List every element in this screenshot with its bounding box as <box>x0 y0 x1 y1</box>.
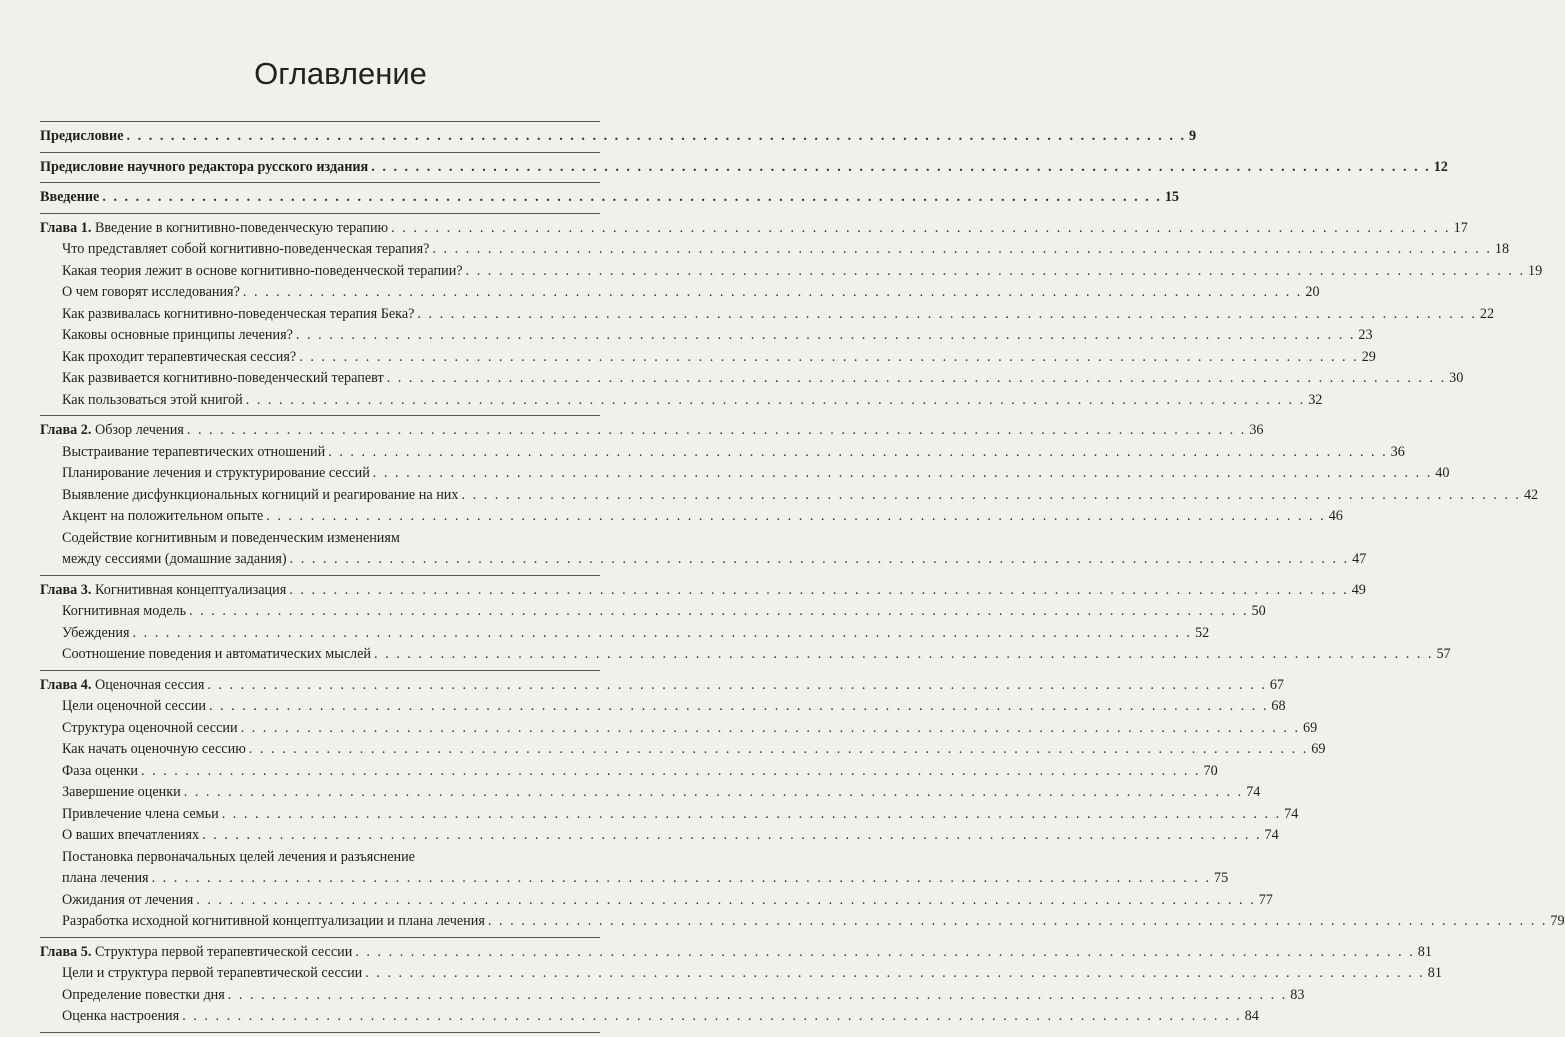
entry-title: Цели и структура первой терапевтической сессии <box>62 965 363 981</box>
chapter-entry <box>40 942 1432 964</box>
entry-title: Глава 1. Введение в когнитивно-поведенческую терапию <box>40 219 389 236</box>
table-of-contents <box>40 117 1565 1037</box>
toc-entry <box>40 911 1565 933</box>
chapter-label: Глава 4. <box>40 676 92 693</box>
toc-entry <box>40 368 1464 390</box>
page-number: 32 <box>1308 391 1323 408</box>
leader-dots <box>246 390 1305 412</box>
entry-title: Введение <box>40 189 100 205</box>
page-number: 19 <box>1528 262 1543 279</box>
entry-title: Как начать оценочную сессию <box>62 741 246 757</box>
leader-dots <box>209 696 1268 718</box>
toc-entry <box>40 485 1539 507</box>
leader-dots <box>488 911 1547 933</box>
entry-title-line: Постановка первоначальных целей лечения и разъяснение <box>62 848 415 865</box>
entry-title: О чем говорят исследования? <box>62 284 240 300</box>
toc-entry <box>40 239 1510 261</box>
toc-entry <box>40 261 1543 283</box>
entry-title: Определение повестки дня <box>62 986 225 1003</box>
leader-dots <box>133 623 1192 645</box>
leader-dots <box>127 126 1186 148</box>
toc-entry <box>40 985 1305 1007</box>
entry-title: О ваших впечатлениях <box>62 827 200 843</box>
leader-dots <box>387 368 1446 390</box>
page-number: 49 <box>1351 581 1366 598</box>
section-divider <box>40 670 600 671</box>
entry-title: Выстраивание терапевтических отношений <box>62 443 326 460</box>
leader-dots <box>182 1006 1241 1028</box>
toc-entry <box>40 696 1286 718</box>
entry-title: Фаза оценки <box>62 762 139 779</box>
leader-dots <box>243 282 1302 304</box>
entry-title: Глава 2. Обзор лечения <box>40 422 184 438</box>
chapter-label: Глава 5. <box>40 943 92 960</box>
page-number: 18 <box>1494 241 1510 257</box>
entry-title: Глава 5. Структура первой терапевтической сессии <box>40 943 353 960</box>
entry-title: Соотношение поведения и автоматических мыслей <box>62 646 371 662</box>
leader-dots <box>141 761 1200 783</box>
leader-dots <box>184 782 1243 804</box>
page-number: 79 <box>1550 913 1565 929</box>
leader-dots <box>266 506 1325 528</box>
toc-entry <box>40 463 1450 485</box>
page-number: 20 <box>1305 284 1320 300</box>
page-number: 81 <box>1417 943 1432 960</box>
front-entry <box>40 157 1448 179</box>
entry-title: Как проходит терапевтическая сессия? <box>62 348 297 365</box>
page-number: 83 <box>1290 986 1305 1003</box>
entry-title: Каковы основные принципы лечения? <box>62 327 293 343</box>
entry-title-line2 <box>62 868 1229 890</box>
section-divider <box>40 182 600 183</box>
page-number: 30 <box>1449 370 1464 386</box>
chapter-entry <box>40 420 1264 442</box>
page-number: 84 <box>1244 1008 1259 1024</box>
section-divider <box>40 1032 600 1033</box>
toc-entry <box>40 739 1326 761</box>
page-number: 17 <box>1453 219 1468 236</box>
leader-dots <box>187 420 1246 442</box>
section-divider <box>40 415 600 416</box>
section-divider <box>40 152 600 153</box>
page-number: 74 <box>1246 784 1261 800</box>
entry-title: плана лечения <box>62 870 149 886</box>
entry-title: между сессиями (домашние задания) <box>62 551 287 567</box>
page-number: 42 <box>1523 486 1539 503</box>
leader-dots <box>222 804 1281 826</box>
leader-dots <box>289 580 1348 602</box>
page-number: 50 <box>1251 603 1266 619</box>
page-number: 67 <box>1269 676 1284 693</box>
entry-title: Предисловие научного редактора русского издания <box>40 158 369 175</box>
toc-entry <box>40 1006 1259 1028</box>
toc-entry <box>40 963 1442 985</box>
toc-entry <box>40 782 1261 804</box>
toc-entry <box>40 528 1367 571</box>
entry-title: Акцент на положительном опыте <box>62 508 264 524</box>
page-number: 9 <box>1188 128 1197 144</box>
page-number: 47 <box>1352 551 1367 567</box>
front-entry <box>40 187 1179 209</box>
leader-dots <box>373 463 1432 485</box>
toc-entry <box>40 390 1323 412</box>
entry-title: Структура оценочной сессии <box>62 719 238 736</box>
toc-entry <box>40 847 1229 890</box>
section-divider <box>40 121 600 122</box>
toc-entry <box>40 325 1373 347</box>
leader-dots <box>299 347 1358 369</box>
page-number: 77 <box>1258 891 1273 908</box>
toc-entry <box>40 825 1279 847</box>
toc-entry <box>40 890 1273 912</box>
page-number: 68 <box>1271 698 1286 714</box>
entry-title: Привлечение члена семьи <box>62 805 219 822</box>
page-number: 74 <box>1284 805 1299 822</box>
leader-dots <box>417 304 1476 326</box>
chapter-entry <box>40 218 1468 240</box>
entry-title: Завершение оценки <box>62 784 181 800</box>
page-number: 69 <box>1303 719 1318 736</box>
entry-title: Глава 4. Оценочная сессия <box>40 676 205 693</box>
entry-title: Как пользоваться этой книгой <box>62 391 243 408</box>
toc-entry <box>40 644 1451 666</box>
page-number: 74 <box>1264 827 1279 843</box>
section-divider <box>40 575 600 576</box>
entry-title: Убеждения <box>62 624 130 641</box>
chapter-label: Глава 3. <box>40 581 92 598</box>
page-title: Оглавление <box>254 56 427 91</box>
leader-dots <box>290 549 1349 571</box>
entry-title: Цели оценочной сессии <box>62 698 206 714</box>
leader-dots <box>374 644 1433 666</box>
entry-title: Как развивается когнитивно-поведенческий терапевт <box>62 370 384 386</box>
chapter-entry <box>40 580 1366 602</box>
toc-entry <box>40 304 1495 326</box>
leader-dots <box>241 718 1300 740</box>
leader-dots <box>102 187 1161 209</box>
leader-dots <box>391 218 1450 240</box>
toc-entry <box>40 761 1218 783</box>
toc-entry <box>40 718 1318 740</box>
toc-entry <box>40 623 1210 645</box>
entry-title: Глава 3. Когнитивная концептуализация <box>40 581 287 598</box>
page-number: 57 <box>1436 646 1451 662</box>
leader-dots <box>328 442 1387 464</box>
toc-entry <box>40 804 1299 826</box>
toc-entry <box>40 442 1405 464</box>
leader-dots <box>189 601 1248 623</box>
entry-title: Как развивалась когнитивно-поведенческая терапия Бека? <box>62 305 415 322</box>
front-entry <box>40 126 1197 148</box>
chapter-label: Глава 1. <box>40 219 92 236</box>
section-divider <box>40 937 600 938</box>
entry-title: Когнитивная модель <box>62 603 187 619</box>
leader-dots <box>202 825 1261 847</box>
page-number: 36 <box>1390 443 1405 460</box>
toc-entry <box>40 601 1266 623</box>
leader-dots <box>432 239 1491 261</box>
page-number: 12 <box>1433 158 1448 175</box>
page-number: 75 <box>1214 870 1229 886</box>
leader-dots <box>196 890 1255 912</box>
page-number: 36 <box>1249 422 1264 438</box>
entry-title-line2 <box>62 549 1367 571</box>
leader-dots <box>466 261 1525 283</box>
entry-title: Оценка настроения <box>62 1008 180 1024</box>
leader-dots <box>207 675 1266 697</box>
page-number: 29 <box>1361 348 1376 365</box>
entry-title: Какая теория лежит в основе когнитивно-поведенческой терапии? <box>62 262 463 279</box>
leader-dots <box>228 985 1287 1007</box>
toc-entry <box>40 347 1376 369</box>
entry-title: Планирование лечения и структурирование сессий <box>62 465 370 481</box>
page-number: 40 <box>1435 465 1450 481</box>
leader-dots <box>371 157 1430 179</box>
entry-title: Разработка исходной когнитивной концептуализации и плана лечения <box>62 913 485 929</box>
leader-dots <box>249 739 1308 761</box>
page-number: 15 <box>1164 189 1179 205</box>
page-number: 46 <box>1328 508 1343 524</box>
entry-title-line: Содействие когнитивным и поведенческим изменениям <box>62 529 400 546</box>
leader-dots <box>296 325 1355 347</box>
leader-dots <box>152 868 1211 890</box>
entry-title: Предисловие <box>40 128 124 144</box>
leader-dots <box>462 485 1521 507</box>
entry-title: Выявление дисфункциональных когниций и реагирование на них <box>62 486 459 503</box>
entry-title: Ожидания от лечения <box>62 891 194 908</box>
chapter-entry <box>40 675 1284 697</box>
leader-dots <box>355 942 1414 964</box>
page-number: 52 <box>1194 624 1210 641</box>
page-number: 69 <box>1311 741 1326 757</box>
page-number: 70 <box>1203 762 1218 779</box>
leader-dots <box>365 963 1424 985</box>
chapter-label: Глава 2. <box>40 422 92 438</box>
toc-entry <box>40 282 1320 304</box>
entry-title: Что представляет собой когнитивно-поведенческая терапия? <box>62 241 430 257</box>
toc-entry <box>40 506 1343 528</box>
page-number: 81 <box>1427 965 1442 981</box>
page-number: 22 <box>1479 305 1495 322</box>
section-divider <box>40 213 600 214</box>
page-number: 23 <box>1358 327 1373 343</box>
